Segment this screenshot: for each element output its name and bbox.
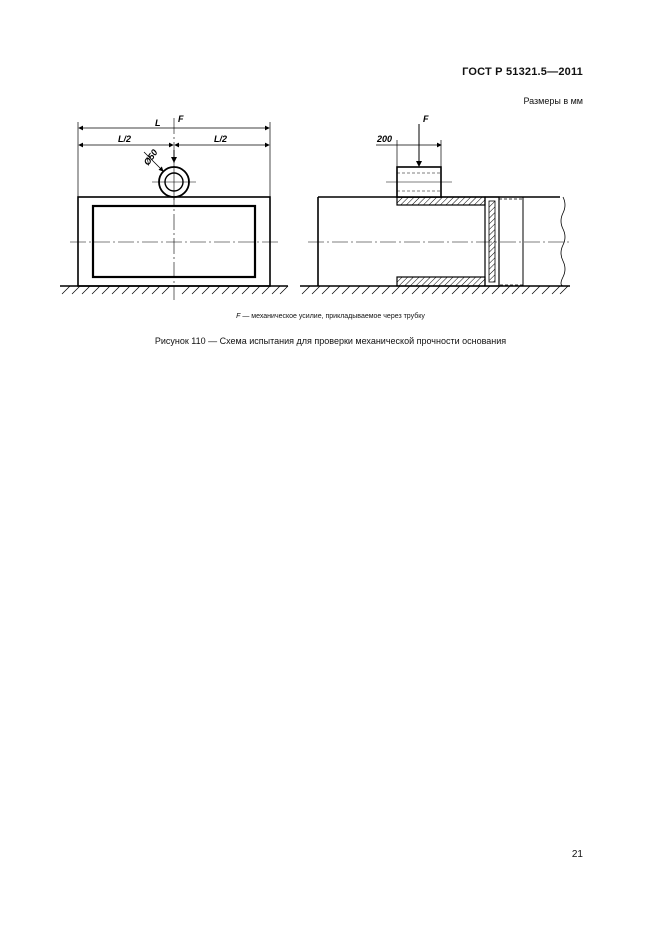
break-line [561,197,565,286]
wall-section-hatch [489,201,495,282]
units-note: Размеры в мм [523,96,583,106]
force-label-right: F [423,114,429,124]
figure-legend [0,313,661,320]
figure-caption: Рисунок 110 — Схема испытания для проверки механической прочности основания [154,336,507,346]
dimension-half-label-right: L/2 [214,134,228,144]
front-view [60,114,288,300]
page-number: 21 [571,849,583,860]
legend-symbol: F [236,313,241,320]
legend-text: — механическое усилие, прикладываемое через трубку [240,313,425,320]
lower-plate-section [397,277,485,286]
ground-hatch-left [62,286,288,294]
tube-diameter-label: Ø50 [141,147,160,168]
upper-plate-section [397,197,485,205]
force-label-left: F [178,114,184,124]
ground-hatch-right [302,286,568,294]
dimension-200-label: 200 [377,134,393,144]
dimension-L-label: L [155,118,161,128]
standard-number: ГОСТ Р 51321.5—2011 [462,66,583,78]
side-view [300,114,570,294]
test-scheme-drawing [0,0,661,330]
dimension-half-label-left: L/2 [118,134,132,144]
